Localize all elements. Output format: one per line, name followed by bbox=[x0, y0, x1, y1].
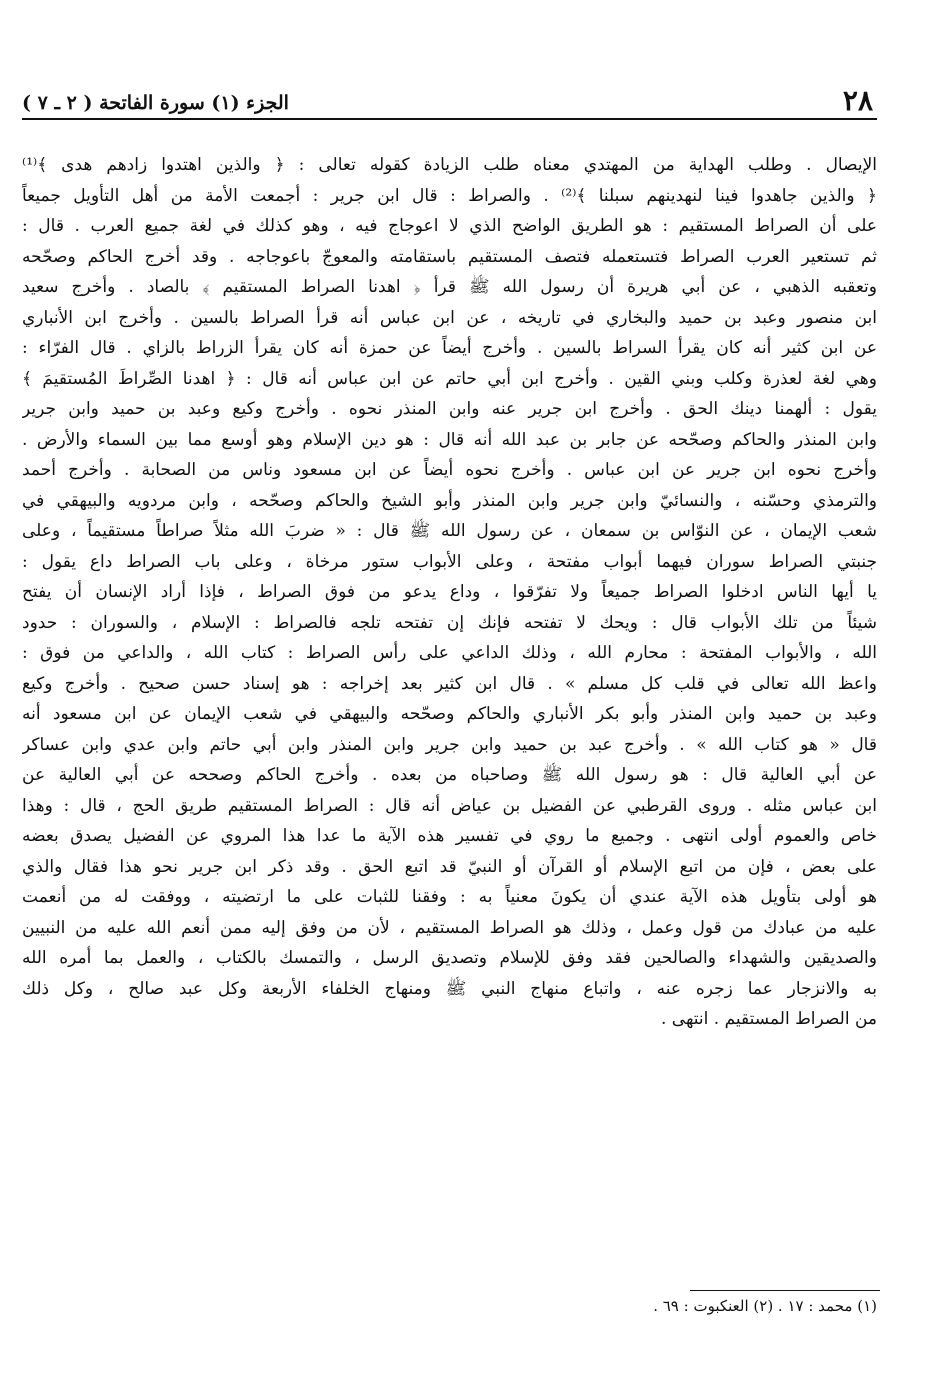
body-line: وأخرج نحوه ابن جرير عن ابن عباس . وأخرج نحوه أيضاً عن ابن مسعود وناس من الصحابة . وأخرج أحمد bbox=[22, 460, 877, 480]
body-line: ثم تستعير العرب الصراط فتستعمله فتصف المستقيم باستقامته والمعوجّ باعوجاجه . وقد أخرج الحاكم وصحّحه bbox=[22, 246, 877, 267]
body-line: يا أيها الناس ادخلوا الصراط جميعاً ولا تفرّقوا ، وداع يدعو من فوق الصراط ، فإذا أراد الإنسان أن يفتح bbox=[22, 582, 877, 602]
body-line: عليه من عبادك من قول وعمل ، وذلك هو الصراط المستقيم ، لأن من وفق إليه ممن أنعم الله عليه من النبيين bbox=[22, 917, 877, 938]
header-rule bbox=[22, 118, 877, 120]
body-line: به والانزجار عما زجره عنه ، واتباع منهاج النبي ﷺ ومنهاج الخلفاء الأربعة وكل عبد صالح ، وكل ذلك bbox=[22, 978, 877, 999]
footnotes: (١) محمد : ١٧ . (٢) العنكبوت : ٦٩ . bbox=[653, 1297, 877, 1315]
page-header bbox=[22, 84, 873, 120]
body-line: من الصراط المستقيم . انتهى . bbox=[660, 1009, 877, 1029]
body-line: خاص والعموم أولى انتهى . وجميع ما روي في تفسير هذه الآية ما عدا هذا المروي عن الفضيل يصدق بعضه bbox=[22, 826, 877, 846]
body-line: ﴿ والذين جاهدوا فينا لنهدينهم سبلنا ﴾⁽²⁾ . والصراط : قال ابن جرير : أجمعت الأمة من أهل التأويل جميعاً bbox=[22, 185, 877, 206]
body-line: هو أولى بتأويل هذه الآية عندي أن يكونَ معنياً به : وفقنا للثبات على ما ارتضيته ، ووفقت له من أنعمت bbox=[22, 887, 877, 907]
page-number: ٢٨ bbox=[842, 84, 873, 117]
body-line: واعظ الله تعالى في قلب كل مسلم » . قال ابن كثير بعد إخراجه : هو إسناد حسن صحيح . وأخرج وكيع bbox=[22, 673, 877, 694]
body-line: ابن عباس مثله . وروى القرطبي عن الفضيل بن عياض أنه قال : الصراط المستقيم طريق الحج ، قال : وهذا bbox=[22, 795, 877, 816]
body-line: وهي لغة لعذرة وكلب وبني القين . وأخرج ابن أبي حاتم عن ابن عباس أنه قال : ﴿ اهدنا الصِّراطَ المُستقيمَ ﴾ bbox=[22, 368, 877, 389]
body-line: وعبد بن حميد وابن المنذر وأبو بكر الأنباري والحاكم وصحّحه والبيهقي في شعب الإيمان عن ابن مسعود أنه bbox=[22, 704, 877, 724]
body-line: وتعقبه الذهبي ، عن أبي هريرة أن رسول الله ﷺ قرأ ﴿ اهدنا الصراط المستقيم ﴾ بالصاد . وأخرج سعيد bbox=[22, 277, 877, 297]
body-line: الله ، والأبواب المفتحة : محارم الله ، وذلك الداعي على رأس الصراط : كتاب الله ، والداعي من فوق : bbox=[22, 643, 877, 663]
body-line: شعب الإيمان ، عن النوّاس بن سمعان ، عن رسول الله ﷺ قال : « ضربَ الله مثلاً صراطاً مستقيماً ، وعلى bbox=[22, 521, 877, 541]
body-line: ابن منصور وعبد بن حميد والبخاري في تاريخه ، عن ابن عباس أنه قرأ الصراط بالسين . وأخرج ابن الأنباري bbox=[22, 307, 877, 328]
body-line: عن أبي العالية قال : هو رسول الله ﷺ وصاحباه من بعده . وأخرج الحاكم وصححه عن أبي العالية عن bbox=[22, 765, 877, 785]
body-text bbox=[22, 150, 877, 1285]
body-line: على بعض ، فإن من اتبع الإسلام أو القرآن أو النبيّ قد اتبع الحق . وقد ذكر ابن جرير نحو هذا فقال والذي bbox=[22, 856, 877, 877]
body-line: جنبتي الصراط سوران فيهما أبواب مفتحة ، وعلى الأبواب ستور مرخاة ، وعلى باب الصراط داع يقول : bbox=[22, 551, 877, 572]
body-line: عن ابن كثير أنه كان يقرأ السراط بالسين . وأخرج أيضاً عن حمزة أنه كان يقرأ الزراط بالزاي . قال الفرّاء : bbox=[22, 338, 877, 358]
running-title: الجزء (١) سورة الفاتحة ( ٢ ـ ٧ ) bbox=[22, 92, 289, 114]
body-line: قال « هو كتاب الله » . وأخرج عبد بن حميد وابن جرير وابن المنذر وابن أبي حاتم وابن عدي وابن عساكر bbox=[22, 734, 877, 755]
body-line: والصديقين والشهداء والصالحين فقد وفق للإسلام وتصديق الرسل ، والتمسك بالكتاب ، والعمل بما أمره الله bbox=[22, 948, 877, 968]
body-line: يقول : ألهمنا دينك الحق . وأخرج ابن جرير عنه وابن المنذر نحوه . وأخرج وكيع وعبد بن حميد وابن جرير bbox=[22, 399, 877, 419]
body-line: والترمذي وحسّنه ، والنسائيّ وابن جرير وابن المنذر وأبو الشيخ والحاكم وصحّحه ، وابن مردويه والبيهقي في bbox=[22, 490, 877, 511]
body-line: شيئاً من تلك الأبواب قال : ويحك لا تفتحه فإنك إن تفتحه تلجه فالصراط : الإسلام ، والسوران : حدود bbox=[22, 612, 877, 633]
body-line: على أن الصراط المستقيم : هو الطريق الواضح الذي لا اعوجاج فيه ، وهو كذلك في لغة جميع العرب . قال : bbox=[22, 216, 877, 236]
footnote-rule bbox=[690, 1290, 880, 1291]
body-line: الإيصال . وطلب الهداية من المهتدي معناه طلب الزيادة كقوله تعالى : ﴿ والذين اهتدوا زادهم هدى ﴾⁽¹⁾ bbox=[22, 155, 877, 175]
body-line: وابن المنذر والحاكم وصحّحه عن جابر بن عبد الله أنه قال : هو دين الإسلام وهو أوسع مما بين السماء والأرض . bbox=[22, 429, 877, 450]
